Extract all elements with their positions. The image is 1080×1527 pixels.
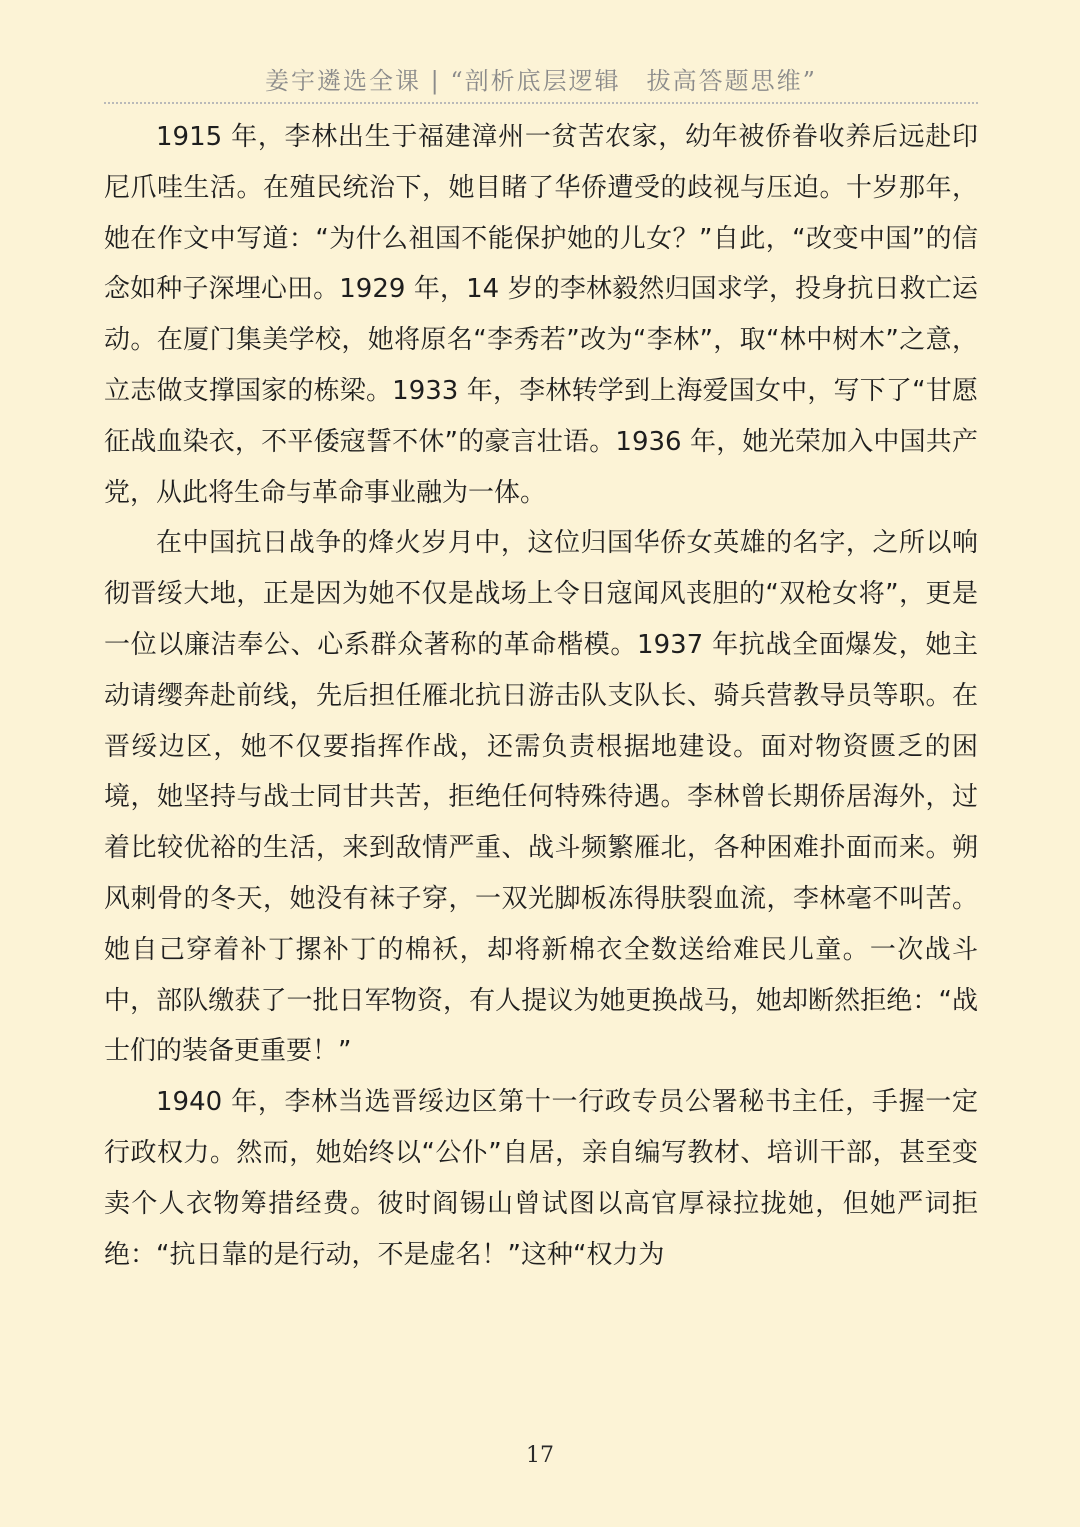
paragraph-3: 1940 年，李林当选晋绥边区第十一行政专员公署秘书主任，手握一定行政权力。然而，她始终以“公仆”自居，亲自编写教材、培训干部，甚至变卖个人衣物筹措经费。彼时阎锡山曾试图以高官厚禄拉拢她，但她严词拒绝：“抗日靠的是行动，不是虚名！”这种“权力为 (104, 1087, 978, 1270)
header-divider (104, 102, 978, 104)
paragraph-2: 在中国抗日战争的烽火岁月中，这位归国华侨女英雄的名字，之所以响彻晋绥大地，正是因为她不仅是战场上令日寇闻风丧胆的“双枪女将”，更是一位以廉洁奉公、心系群众著称的革命楷模。1937 年抗战全面爆发，她主动请缨奔赴前线，先后担任雁北抗日游击队支队长、骑兵营教导员等职。在晋绥边区，她不仅要指挥作战，还需负责根据地建设。面对物资匮乏的困境，她坚持与战士同甘共苦，拒绝任何特殊待遇。李林曾长期侨居海外，过着比较优裕的生活，来到敌情严重、战斗频繁雁北，各种困难扑面而来。朔风刺骨的冬天，她没有袜子穿，一双光脚板冻得肤裂血流，李林毫不叫苦。她自己穿着补丁摞补丁的棉袄，却将新棉衣全数送给难民儿童。一次战斗中，部队缴获了一批日军物资，有人提议为她更换战马，她却断然拒绝：“战士们的装备更重要！” (104, 528, 978, 1067)
page-number: 17 (526, 1443, 554, 1468)
body-text (104, 112, 978, 1280)
running-header: 姜宇遴选全课 | “剖析底层逻辑 拔高答题思维” (265, 67, 817, 95)
paragraph-1: 1915 年，李林出生于福建漳州一贫苦农家，幼年被侨眷收养后远赴印尼爪哇生活。在殖民统治下，她目睹了华侨遭受的歧视与压迫。十岁那年，她在作文中写道：“为什么祖国不能保护她的儿女？”自此，“改变中国”的信念如种子深埋心田。1929 年，14 岁的李林毅然归国求学，投身抗日救亡运动。在厦门集美学校，她将原名“李秀若”改为“李林”，取“林中树木”之意，立志做支撑国家的栋梁。1933 年，李林转学到上海爱国女中，写下了“甘愿征战血染衣，不平倭寇誓不休”的豪言壮语。1936 年，她光荣加入中国共产党，从此将生命与革命事业融为一体。 (104, 122, 978, 508)
